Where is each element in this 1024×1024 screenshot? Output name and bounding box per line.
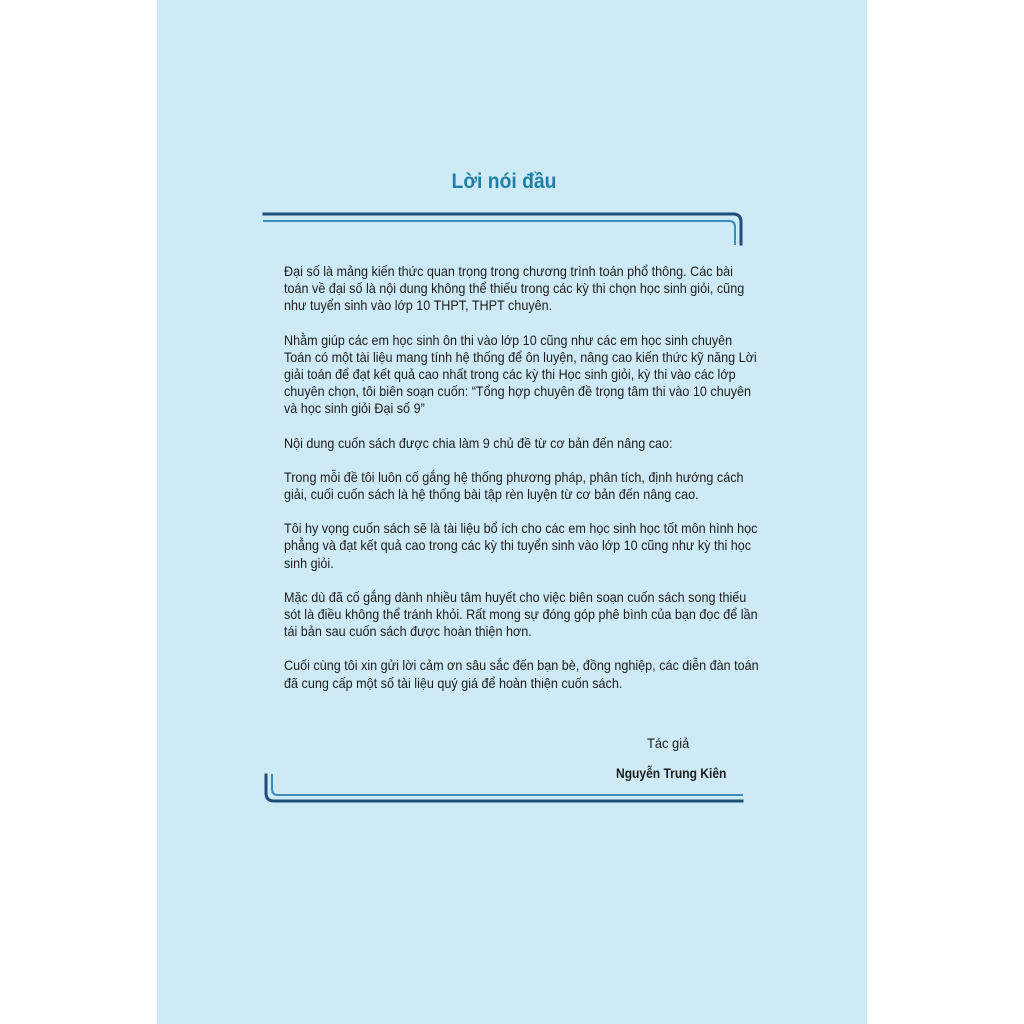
paragraph: Cuối cùng tôi xin gửi lời cảm ơn sâu sắc đến bạn bè, đồng nghiệp, các diễn đàn toán đã cung cấp một số tài liệu quý giá để hoàn thiện cuốn sách. [284, 657, 759, 691]
paragraph: Nội dung cuốn sách được chia làm 9 chủ đề từ cơ bản đến nâng cao: [284, 434, 673, 451]
paragraph: Mặc dù đã cố gắng dành nhiều tâm huyết cho việc biên soạn cuốn sách song thiếu sót là điều không thể tránh khỏi. Rất mong sự đóng góp phê bình của bạn đọc để lần tái bản sau cuốn sách được hoàn thiện hơn. [284, 588, 758, 640]
author-label: Tác giả [647, 735, 690, 751]
page-title: Lời nói đầu [451, 170, 557, 193]
author-name: Nguyễn Trung Kiên [616, 765, 727, 781]
preface-body [284, 263, 760, 709]
paragraph: Đại số là mảng kiến thức quan trọng trong chương trình toán phổ thông. Các bài toán về đại số là nội dung không thể thiếu trong các kỳ thi chọn học sinh giỏi, cũng như tuyển sinh vào lớp 10 THPT, THPT chuyên. [284, 263, 745, 314]
paragraph: Nhằm giúp các em học sinh ôn thi vào lớp 10 cũng như các em học sinh chuyên Toán có một tài liệu mang tính hệ thống để ôn luyện, nâng cao kiến thức kỹ năng Lời giải toán để đạt kết quả cao nhất trong các kỳ thi Học sinh giỏi, kỳ thi vào các lớp chuyên chọn, tôi biên soạn cuốn: “Tổng hợp chuyên đề trọng tâm thi vào 10 chuyên và học sinh giỏi Đại số 9” [284, 331, 757, 417]
paragraph: Trong mỗi đề tôi luôn cố gắng hệ thống phương pháp, phân tích, định hướng cách giải, cuối cuốn sách là hệ thống bài tập rèn luyện từ cơ bản đến nâng cao. [284, 468, 744, 503]
paragraph: Tôi hy vọng cuốn sách sẽ là tài liệu bổ ích cho các em học sinh học tốt môn hình học phẳng và đạt kết quả cao trong các kỳ thi tuyển sinh vào lớp 10 cũng như kỳ thi học sinh giỏi. [284, 520, 758, 571]
